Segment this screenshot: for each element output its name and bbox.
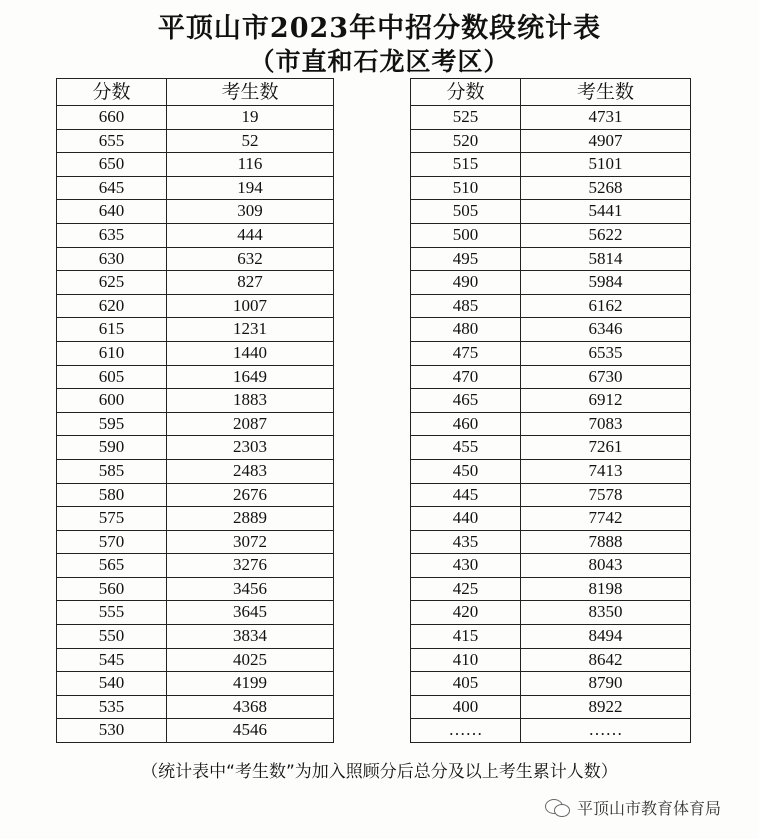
score-cell: 550 bbox=[57, 625, 167, 649]
table-row bbox=[57, 223, 334, 247]
table-row bbox=[57, 577, 334, 601]
count-cell: 4546 bbox=[167, 719, 334, 743]
score-cell: 410 bbox=[411, 648, 521, 672]
table-row bbox=[411, 577, 691, 601]
score-cell: 450 bbox=[411, 459, 521, 483]
column-header-score: 分数 bbox=[57, 79, 167, 106]
count-cell: 632 bbox=[167, 247, 334, 271]
count-cell: …… bbox=[521, 719, 691, 743]
count-cell: 7083 bbox=[521, 412, 691, 436]
count-cell: 5268 bbox=[521, 176, 691, 200]
count-cell: 8922 bbox=[521, 695, 691, 719]
count-cell: 7578 bbox=[521, 483, 691, 507]
score-cell: 580 bbox=[57, 483, 167, 507]
score-cell: 460 bbox=[411, 412, 521, 436]
count-cell: 2676 bbox=[167, 483, 334, 507]
count-cell: 6162 bbox=[521, 294, 691, 318]
score-cell: 405 bbox=[411, 672, 521, 696]
score-cell: 530 bbox=[57, 719, 167, 743]
score-table-left bbox=[56, 78, 334, 743]
score-cell: 555 bbox=[57, 601, 167, 625]
score-cell: 625 bbox=[57, 271, 167, 295]
column-header-count: 考生数 bbox=[521, 79, 691, 106]
table-row bbox=[411, 176, 691, 200]
table-row bbox=[411, 530, 691, 554]
score-cell: 615 bbox=[57, 318, 167, 342]
table-row bbox=[411, 365, 691, 389]
count-cell: 5984 bbox=[521, 271, 691, 295]
count-cell: 5814 bbox=[521, 247, 691, 271]
count-cell: 7888 bbox=[521, 530, 691, 554]
table-row bbox=[57, 176, 334, 200]
table-row bbox=[411, 672, 691, 696]
table-row bbox=[57, 648, 334, 672]
table-row bbox=[57, 341, 334, 365]
count-cell: 827 bbox=[167, 271, 334, 295]
wechat-icon bbox=[545, 798, 571, 818]
count-cell: 444 bbox=[167, 223, 334, 247]
score-cell: 445 bbox=[411, 483, 521, 507]
table-row bbox=[411, 507, 691, 531]
table-row bbox=[57, 318, 334, 342]
table-row bbox=[411, 223, 691, 247]
score-cell: 605 bbox=[57, 365, 167, 389]
table-row bbox=[411, 318, 691, 342]
table-row bbox=[57, 625, 334, 649]
count-cell: 4025 bbox=[167, 648, 334, 672]
table-row bbox=[57, 436, 334, 460]
count-cell: 7413 bbox=[521, 459, 691, 483]
table-row bbox=[411, 106, 691, 130]
score-cell: 570 bbox=[57, 530, 167, 554]
score-table-right bbox=[410, 78, 691, 743]
table-row bbox=[57, 200, 334, 224]
count-cell: 1007 bbox=[167, 294, 334, 318]
table-row bbox=[57, 106, 334, 130]
table-row bbox=[57, 695, 334, 719]
column-header-score: 分数 bbox=[411, 79, 521, 106]
score-cell: 475 bbox=[411, 341, 521, 365]
table-row bbox=[57, 389, 334, 413]
table-row bbox=[411, 412, 691, 436]
table-row bbox=[57, 719, 334, 743]
score-cell: 495 bbox=[411, 247, 521, 271]
score-cell: 655 bbox=[57, 129, 167, 153]
page-subtitle: （市直和石龙区考区） bbox=[249, 47, 510, 76]
table-row bbox=[411, 129, 691, 153]
score-cell: 415 bbox=[411, 625, 521, 649]
table-row bbox=[57, 601, 334, 625]
count-cell: 1231 bbox=[167, 318, 334, 342]
score-cell: 630 bbox=[57, 247, 167, 271]
count-cell: 8790 bbox=[521, 672, 691, 696]
count-cell: 5622 bbox=[521, 223, 691, 247]
count-cell: 2303 bbox=[167, 436, 334, 460]
table-row bbox=[411, 341, 691, 365]
table-row bbox=[57, 294, 334, 318]
score-cell: 560 bbox=[57, 577, 167, 601]
score-cell: 650 bbox=[57, 153, 167, 177]
table-row bbox=[411, 695, 691, 719]
score-cell: 595 bbox=[57, 412, 167, 436]
table-row bbox=[57, 507, 334, 531]
score-cell: 525 bbox=[411, 106, 521, 130]
table-header-row bbox=[57, 79, 334, 106]
table-row bbox=[57, 153, 334, 177]
count-cell: 2087 bbox=[167, 412, 334, 436]
page-title: 平顶山市2023年中招分数段统计表 bbox=[157, 13, 602, 44]
score-cell: 500 bbox=[411, 223, 521, 247]
count-cell: 2889 bbox=[167, 507, 334, 531]
table-row bbox=[411, 247, 691, 271]
count-cell: 5441 bbox=[521, 200, 691, 224]
table-footnote: （统计表中“考生数”为加入照顾分后总分及以上考生累计人数） bbox=[141, 762, 618, 782]
table-row bbox=[411, 389, 691, 413]
score-cell: 420 bbox=[411, 601, 521, 625]
table-row bbox=[411, 648, 691, 672]
score-cell: 575 bbox=[57, 507, 167, 531]
table-row bbox=[411, 271, 691, 295]
count-cell: 8198 bbox=[521, 577, 691, 601]
score-cell: 435 bbox=[411, 530, 521, 554]
table-row bbox=[57, 554, 334, 578]
score-cell: 485 bbox=[411, 294, 521, 318]
count-cell: 8642 bbox=[521, 648, 691, 672]
table-row bbox=[57, 459, 334, 483]
count-cell: 3645 bbox=[167, 601, 334, 625]
count-cell: 5101 bbox=[521, 153, 691, 177]
score-cell: …… bbox=[411, 719, 521, 743]
score-cell: 565 bbox=[57, 554, 167, 578]
score-cell: 400 bbox=[411, 695, 521, 719]
score-cell: 490 bbox=[411, 271, 521, 295]
count-cell: 3276 bbox=[167, 554, 334, 578]
count-cell: 7742 bbox=[521, 507, 691, 531]
table-header-row bbox=[411, 79, 691, 106]
score-cell: 620 bbox=[57, 294, 167, 318]
count-cell: 8043 bbox=[521, 554, 691, 578]
watermark-text: 平顶山市教育体育局 bbox=[576, 799, 721, 818]
table-row bbox=[57, 483, 334, 507]
count-cell: 2483 bbox=[167, 459, 334, 483]
score-cell: 640 bbox=[57, 200, 167, 224]
score-cell: 645 bbox=[57, 176, 167, 200]
score-cell: 540 bbox=[57, 672, 167, 696]
count-cell: 8350 bbox=[521, 601, 691, 625]
score-cell: 585 bbox=[57, 459, 167, 483]
score-cell: 520 bbox=[411, 129, 521, 153]
table-row bbox=[411, 483, 691, 507]
watermark bbox=[545, 796, 721, 819]
table-row bbox=[57, 530, 334, 554]
count-cell: 6535 bbox=[521, 341, 691, 365]
score-cell: 455 bbox=[411, 436, 521, 460]
column-header-count: 考生数 bbox=[167, 79, 334, 106]
count-cell: 4368 bbox=[167, 695, 334, 719]
count-cell: 6912 bbox=[521, 389, 691, 413]
count-cell: 4731 bbox=[521, 106, 691, 130]
score-cell: 480 bbox=[411, 318, 521, 342]
count-cell: 3456 bbox=[167, 577, 334, 601]
table-row bbox=[57, 672, 334, 696]
score-cell: 660 bbox=[57, 106, 167, 130]
score-cell: 425 bbox=[411, 577, 521, 601]
score-cell: 600 bbox=[57, 389, 167, 413]
score-cell: 440 bbox=[411, 507, 521, 531]
count-cell: 3072 bbox=[167, 530, 334, 554]
table-row bbox=[57, 247, 334, 271]
table-row bbox=[57, 365, 334, 389]
table-row bbox=[411, 294, 691, 318]
score-cell: 470 bbox=[411, 365, 521, 389]
table-row bbox=[411, 719, 691, 743]
score-cell: 465 bbox=[411, 389, 521, 413]
score-cell: 545 bbox=[57, 648, 167, 672]
count-cell: 6346 bbox=[521, 318, 691, 342]
count-cell: 1649 bbox=[167, 365, 334, 389]
table-row bbox=[57, 271, 334, 295]
count-cell: 19 bbox=[167, 106, 334, 130]
score-cell: 610 bbox=[57, 341, 167, 365]
table-row bbox=[57, 129, 334, 153]
count-cell: 6730 bbox=[521, 365, 691, 389]
table-row bbox=[411, 625, 691, 649]
score-cell: 535 bbox=[57, 695, 167, 719]
count-cell: 116 bbox=[167, 153, 334, 177]
count-cell: 1440 bbox=[167, 341, 334, 365]
score-cell: 515 bbox=[411, 153, 521, 177]
table-row bbox=[57, 412, 334, 436]
count-cell: 7261 bbox=[521, 436, 691, 460]
table-row bbox=[411, 601, 691, 625]
count-cell: 194 bbox=[167, 176, 334, 200]
table-row bbox=[411, 436, 691, 460]
score-cell: 430 bbox=[411, 554, 521, 578]
count-cell: 1883 bbox=[167, 389, 334, 413]
score-cell: 510 bbox=[411, 176, 521, 200]
score-cell: 590 bbox=[57, 436, 167, 460]
count-cell: 4907 bbox=[521, 129, 691, 153]
score-cell: 505 bbox=[411, 200, 521, 224]
score-cell: 635 bbox=[57, 223, 167, 247]
count-cell: 52 bbox=[167, 129, 334, 153]
table-row bbox=[411, 554, 691, 578]
count-cell: 8494 bbox=[521, 625, 691, 649]
count-cell: 309 bbox=[167, 200, 334, 224]
count-cell: 4199 bbox=[167, 672, 334, 696]
table-row bbox=[411, 459, 691, 483]
table-row bbox=[411, 200, 691, 224]
table-row bbox=[411, 153, 691, 177]
count-cell: 3834 bbox=[167, 625, 334, 649]
